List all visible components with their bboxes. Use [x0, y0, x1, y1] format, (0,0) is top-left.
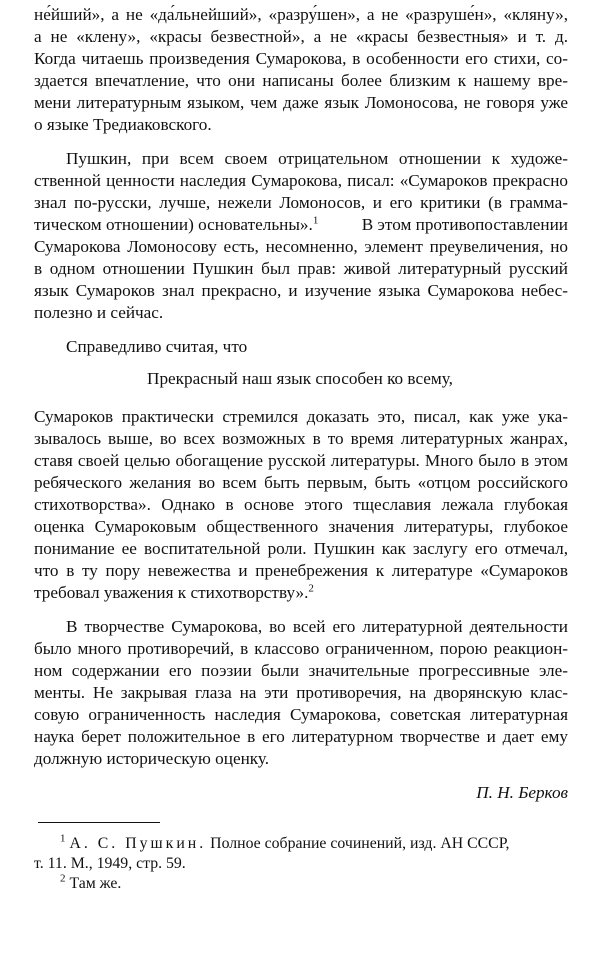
footnote-text: Там же.	[69, 875, 122, 892]
footnote-1	[34, 834, 568, 854]
text-line: В творчестве Сумарокова, во всей его литературной деятельности	[66, 617, 568, 636]
text-line: ставя своей целью обогащение русской литературы. Много было в этом	[34, 451, 568, 470]
text-line	[34, 582, 568, 604]
text-line: Сумароков практически стремился доказать это, писал, как уже ука-	[34, 407, 568, 426]
text-line: мени литературным языком, чем даже язык Ломоносова, не говоря уже	[34, 93, 568, 112]
text-line: было много противоречий, в классово ограниченном, порою реакцион-	[34, 639, 568, 658]
text-fragment: тическом отношении) основательны».	[34, 215, 313, 234]
text-line: полезно и сейчас.	[34, 303, 164, 322]
footnote-ref[interactable]: 1	[312, 214, 319, 227]
text-line	[34, 214, 568, 236]
footnote-divider	[38, 822, 160, 823]
text-line: не́йший», а не «да́льнейший», «разру́шен», а не «разруше́н», «кляну»,	[34, 5, 568, 24]
footnote-number: 1	[60, 832, 66, 845]
text-line: стихотворства». Однако в основе этого тщеславия лежала глубокая	[34, 495, 568, 514]
text-line: Сумарокова Ломоносову есть, несомненно, элемент преувеличения, но	[34, 237, 568, 256]
text-fragment: требовал уважения к стихотворству».	[34, 583, 309, 602]
text-line: зывалось выше, во всех возможных в то время литературных жанрах,	[34, 429, 568, 448]
text-line: оценка Сумароковым общественного значения литературы, глубокое	[34, 517, 568, 536]
footnote-ref[interactable]: 2	[308, 582, 314, 595]
text-line: должную историческую оценку.	[34, 749, 270, 768]
text-line: язык Сумароков знал прекрасно, и изучение языка Сумарокова небес-	[34, 281, 568, 300]
text-line: ребяческого желания во всем быть первым, быть «отцом российского	[34, 473, 568, 492]
footnote-text: Полное собрание сочинений, изд. АН СССР,	[210, 835, 510, 852]
text-line: что в ту пору невежества и пренебрежения к литературе «Сумароков	[34, 561, 568, 580]
text-line: знал по-русски, лучше, нежели Ломоносов, и его критики (в граммa-	[34, 193, 568, 212]
text-line: Пушкин, при всем своем отрицательном отношении к художе-	[66, 149, 568, 168]
text-line: здается впечатление, что они написаны более близким к нашему вре-	[34, 71, 568, 90]
text-line: понимание ее воспитательной роли. Пушкин как заслугу его отмечал,	[34, 539, 568, 558]
footnote-number: 2	[60, 872, 66, 885]
footnote-2	[34, 874, 568, 894]
text-line: Справедливо считая, что	[66, 337, 248, 356]
text-line: ственной ценности наследия Сумарокова, писал: «Сумароков прекрасно	[34, 171, 568, 190]
text-line: ном содержании его поэзии были значительные прогрессивные эле-	[34, 661, 568, 680]
footnote-1-cont: т. 11. М., 1949, стр. 59.	[34, 855, 186, 872]
text-line: совую ограниченность наследия Сумарокова, советская литературная	[34, 705, 568, 724]
text-line: в одном отношении Пушкин был прав: живой литературный русский	[34, 259, 568, 278]
text-fragment: В этом противопоставлении	[361, 215, 568, 234]
text-line: наука берет положительное в его литературном творчестве и дает ему	[34, 727, 568, 746]
text-line: Когда читаешь произведения Сумарокова, в особенности его стихи, со-	[34, 49, 568, 68]
verse-quote: Прекрасный наш язык способен ко всему,	[147, 369, 453, 388]
author-signature: П. Н. Берков	[476, 783, 568, 802]
text-line: о языке Тредиаковского.	[34, 115, 212, 134]
text-line: менты. Не закрывая глаза на эти противоречия, на дворянскую клас-	[34, 683, 568, 702]
footnote-author: А. С. Пушкин.	[69, 835, 207, 852]
text-line: а не «клену», «красы безвестной», а не «красы безвестныя» и т. д.	[34, 27, 568, 46]
